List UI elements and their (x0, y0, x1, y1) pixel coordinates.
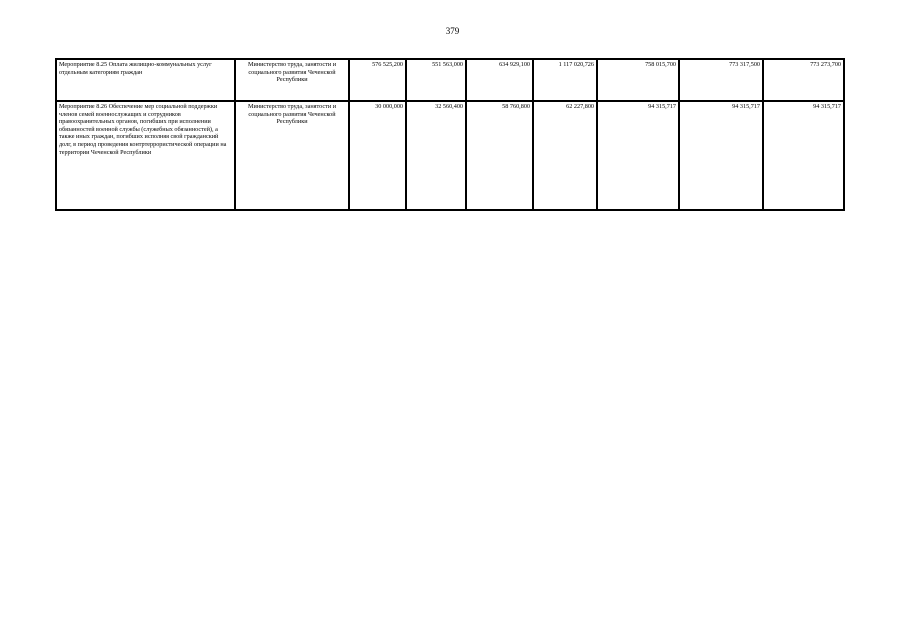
table-row (56, 101, 844, 210)
value-cell: 58 760,800 (466, 101, 533, 210)
value-cell: 773 273,700 (763, 59, 844, 101)
table-row (56, 59, 844, 101)
executor-cell: Министерство труда, занятости и социального развития Чеченской Республики (235, 101, 349, 210)
value-cell: 30 000,000 (349, 101, 406, 210)
value-cell: 576 525,200 (349, 59, 406, 101)
value-cell: 94 315,717 (597, 101, 679, 210)
value-cell: 634 929,100 (466, 59, 533, 101)
value-cell: 32 560,400 (406, 101, 466, 210)
value-cell: 1 117 020,726 (533, 59, 597, 101)
value-cell: 94 315,717 (679, 101, 763, 210)
page-number: 379 (445, 26, 460, 36)
value-cell: 758 015,700 (597, 59, 679, 101)
value-cell: 62 227,800 (533, 101, 597, 210)
event-name-cell: Мероприятие 8.25 Оплата жилищно-коммунальных услуг отдельным категориям граждан (56, 59, 235, 101)
value-cell: 773 317,500 (679, 59, 763, 101)
value-cell: 94 315,717 (763, 101, 844, 210)
event-name-cell: Мероприятие 8.26 Обеспечение мер социальной поддержки членов семей военнослужащих и сотрудников правоохранительных органов, погибших при исполнении обязанностей военной службы (служебных обязанностей), а также иных граждан, погибших исполняя свой гражданский долг, в период проведения контртеррористической операции на территории Чеченской Республики (56, 101, 235, 210)
budget-table (55, 58, 845, 211)
value-cell: 551 563,000 (406, 59, 466, 101)
executor-cell: Министерство труда, занятости и социального развития Чеченской Республики (235, 59, 349, 101)
